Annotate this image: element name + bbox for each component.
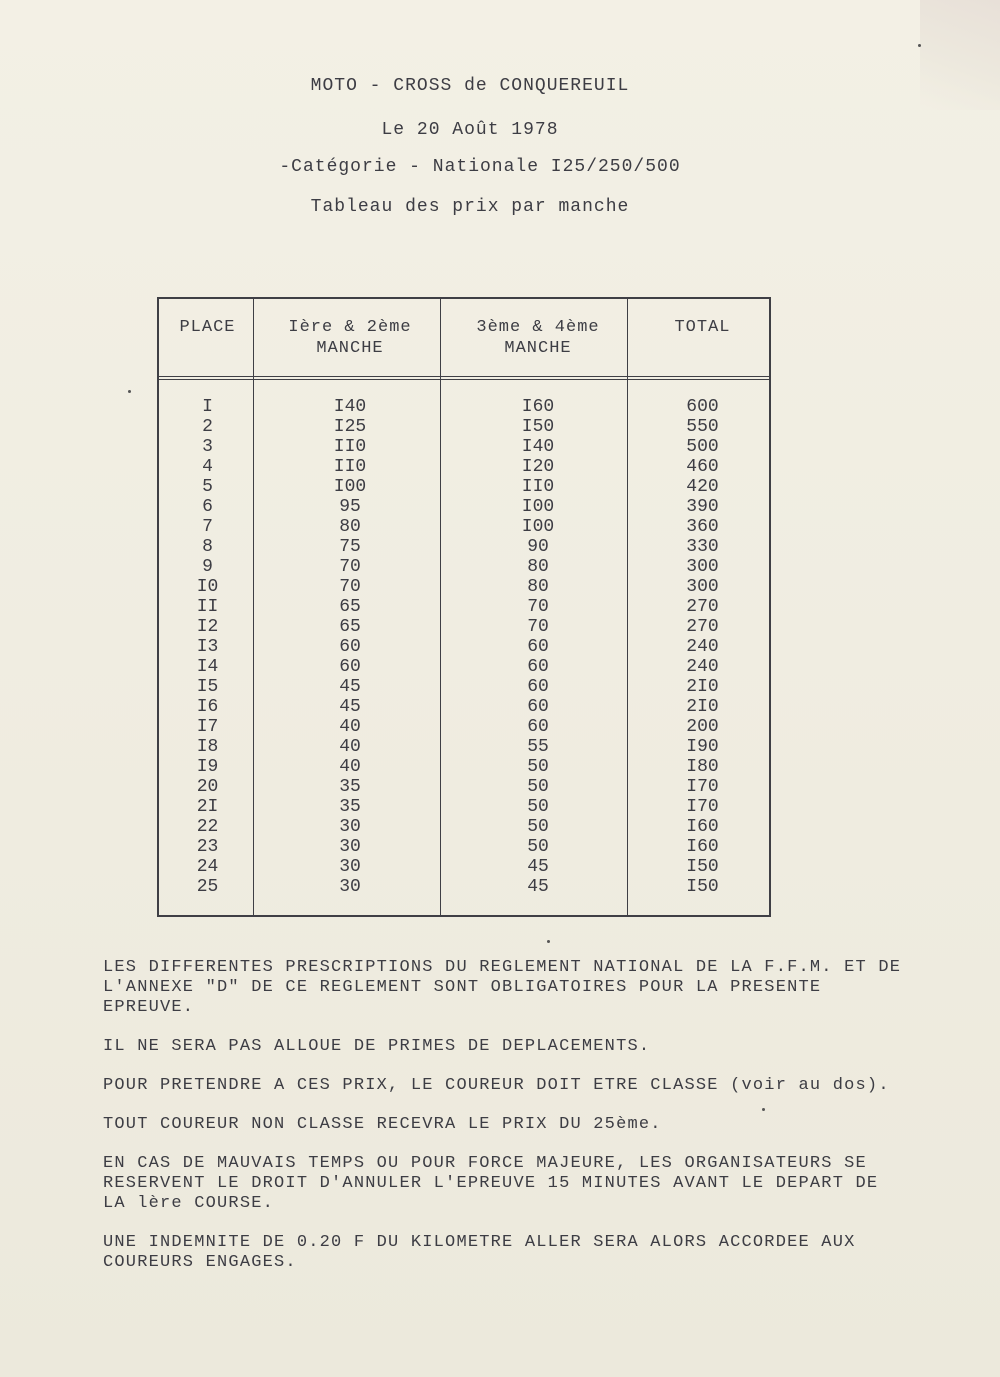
cell-heats-3-4: 45	[527, 877, 549, 897]
cell-total: I70	[686, 797, 719, 817]
cell-place: 2	[202, 417, 213, 437]
cell-total: 2I0	[686, 677, 719, 697]
cell-heats-1-2: I00	[333, 477, 367, 497]
column-header-place: PLACE	[179, 318, 236, 337]
paper-speck	[762, 1108, 765, 1111]
table-row	[159, 877, 769, 897]
cell-heats-3-4: 50	[527, 817, 549, 837]
cell-place: 20	[196, 777, 219, 797]
table-row	[159, 857, 769, 877]
cell-place: I	[202, 397, 213, 417]
cell-place: I3	[196, 637, 219, 657]
cell-total: I50	[686, 857, 719, 877]
event-date: Le 20 Août 1978	[381, 120, 559, 140]
document-title: MOTO - CROSS de CONQUEREUIL	[310, 76, 630, 96]
note-classification: POUR PRETENDRE A CES PRIX, LE COUREUR DOIT ETRE CLASSE (voir au dos).	[103, 1076, 890, 1095]
cell-heats-1-2: 30	[339, 877, 361, 897]
cell-heats-3-4: 60	[527, 677, 549, 697]
table-row	[159, 557, 769, 577]
cell-place: 6	[202, 497, 213, 517]
paper-speck	[547, 940, 550, 943]
table-row	[159, 737, 769, 757]
cell-heats-3-4: I20	[521, 457, 555, 477]
cell-total: I90	[686, 737, 719, 757]
table-row	[159, 837, 769, 857]
cell-total: 300	[686, 577, 719, 597]
paper-speck	[918, 44, 921, 47]
cell-place: II	[196, 597, 219, 617]
note-cancellation: EN CAS DE MAUVAIS TEMPS OU POUR FORCE MAJEURE, LES ORGANISATEURS SE RESERVENT LE DROIT D'ANNULER L'EPREUVE 15 MINUTES AVANT LE DEPART DE LA lère COURSE.	[103, 1154, 879, 1213]
cell-heats-3-4: 60	[527, 637, 549, 657]
cell-heats-3-4: I60	[521, 397, 555, 417]
cell-total: 500	[686, 437, 719, 457]
cell-total: 300	[686, 557, 719, 577]
cell-heats-3-4: 50	[527, 837, 549, 857]
table-row	[159, 577, 769, 597]
cell-heats-3-4: 60	[527, 717, 549, 737]
cell-place: I8	[196, 737, 219, 757]
cell-heats-3-4: 70	[527, 617, 549, 637]
cell-heats-3-4: 90	[527, 537, 549, 557]
cell-heats-3-4: 50	[527, 777, 549, 797]
cell-heats-3-4: 80	[527, 577, 549, 597]
cell-heats-1-2: 45	[339, 697, 361, 717]
cell-heats-3-4: I50	[521, 417, 555, 437]
table-row	[159, 757, 769, 777]
cell-place: 22	[196, 817, 219, 837]
cell-place: I6	[196, 697, 219, 717]
cell-total: 240	[686, 657, 719, 677]
cell-heats-3-4: 80	[527, 557, 549, 577]
table-row	[159, 597, 769, 617]
cell-place: I2	[196, 617, 219, 637]
cell-total: 270	[686, 597, 719, 617]
cell-total: 270	[686, 617, 719, 637]
table-row	[159, 677, 769, 697]
cell-total: 550	[686, 417, 719, 437]
table-row	[159, 657, 769, 677]
cell-heats-1-2: 70	[339, 557, 361, 577]
cell-heats-1-2: II0	[333, 457, 367, 477]
cell-heats-3-4: I00	[521, 517, 555, 537]
column-header-total: TOTAL	[674, 318, 731, 337]
table-row	[159, 477, 769, 497]
cell-heats-3-4: II0	[521, 477, 555, 497]
table-row	[159, 537, 769, 557]
cell-heats-1-2: 60	[339, 637, 361, 657]
cell-heats-3-4: 70	[527, 597, 549, 617]
table-row	[159, 697, 769, 717]
table-row	[159, 417, 769, 437]
cell-total: 2I0	[686, 697, 719, 717]
cell-total: 390	[686, 497, 719, 517]
table-row	[159, 397, 769, 417]
table-header-rule	[159, 376, 769, 377]
cell-heats-3-4: 50	[527, 797, 549, 817]
table-header-rule	[159, 379, 769, 380]
regulations-notes	[103, 958, 903, 1292]
cell-place: 24	[196, 857, 219, 877]
cell-place: 8	[202, 537, 213, 557]
cell-place: I9	[196, 757, 219, 777]
table-row	[159, 517, 769, 537]
cell-heats-1-2: II0	[333, 437, 367, 457]
cell-place: 2I	[196, 797, 219, 817]
cell-heats-1-2: 75	[339, 537, 361, 557]
cell-heats-3-4: 50	[527, 757, 549, 777]
cell-place: I5	[196, 677, 219, 697]
cell-heats-3-4: 55	[527, 737, 549, 757]
cell-heats-1-2: 65	[339, 597, 361, 617]
cell-heats-1-2: 80	[339, 517, 361, 537]
cell-heats-1-2: 40	[339, 757, 361, 777]
cell-place: I0	[196, 577, 219, 597]
cell-place: 5	[202, 477, 213, 497]
cell-total: 420	[686, 477, 719, 497]
table-row	[159, 437, 769, 457]
cell-place: 25	[196, 877, 219, 897]
table-subtitle: Tableau des prix par manche	[310, 197, 630, 217]
cell-total: I60	[686, 837, 719, 857]
cell-total: 330	[686, 537, 719, 557]
table-row	[159, 497, 769, 517]
cell-total: 240	[686, 637, 719, 657]
column-header-heats-1-2: Ière & 2ème MANCHE	[288, 318, 412, 358]
table-row	[159, 457, 769, 477]
table-row	[159, 637, 769, 657]
cell-heats-1-2: 35	[339, 777, 361, 797]
note-unclassified: TOUT COUREUR NON CLASSE RECEVRA LE PRIX DU 25ème.	[103, 1115, 662, 1134]
cell-heats-1-2: I25	[333, 417, 367, 437]
cell-place: 4	[202, 457, 213, 477]
cell-heats-1-2: 40	[339, 717, 361, 737]
cell-total: I60	[686, 817, 719, 837]
cell-total: I70	[686, 777, 719, 797]
cell-heats-1-2: 30	[339, 857, 361, 877]
cell-heats-1-2: 65	[339, 617, 361, 637]
cell-total: I80	[686, 757, 719, 777]
cell-place: 7	[202, 517, 213, 537]
cell-place: 3	[202, 437, 213, 457]
cell-total: 200	[686, 717, 719, 737]
cell-heats-1-2: 60	[339, 657, 361, 677]
cell-heats-1-2: 40	[339, 737, 361, 757]
cell-total: 460	[686, 457, 719, 477]
cell-total: 600	[686, 397, 719, 417]
cell-heats-1-2: 35	[339, 797, 361, 817]
table-row	[159, 617, 769, 637]
note-indemnity: UNE INDEMNITE DE 0.20 F DU KILOMETRE ALLER SERA ALORS ACCORDEE AUX COUREURS ENGAGES.	[103, 1233, 856, 1272]
note-regulation: LES DIFFERENTES PRESCRIPTIONS DU REGLEMENT NATIONAL DE LA F.F.M. ET DE L'ANNEXE "D" DE CE REGLEMENT SONT OBLIGATOIRES POUR LA PRESENTE EPREUVE.	[103, 958, 902, 1017]
paper-speck	[128, 390, 131, 393]
cell-place: 9	[202, 557, 213, 577]
cell-heats-3-4: 60	[527, 697, 549, 717]
cell-total: I50	[686, 877, 719, 897]
cell-place: I4	[196, 657, 219, 677]
cell-place: I7	[196, 717, 219, 737]
table-row	[159, 777, 769, 797]
table-row	[159, 717, 769, 737]
table-body	[159, 397, 769, 897]
cell-total: 360	[686, 517, 719, 537]
note-travel-allowance: IL NE SERA PAS ALLOUE DE PRIMES DE DEPLACEMENTS.	[103, 1037, 651, 1056]
prize-table	[157, 297, 771, 917]
cell-heats-1-2: 30	[339, 837, 361, 857]
cell-heats-3-4: 60	[527, 657, 549, 677]
cell-heats-3-4: I00	[521, 497, 555, 517]
table-row	[159, 817, 769, 837]
cell-heats-3-4: 45	[527, 857, 549, 877]
cell-heats-1-2: 95	[339, 497, 361, 517]
cell-heats-1-2: 45	[339, 677, 361, 697]
event-category: -Catégorie - Nationale I25/250/500	[279, 157, 681, 177]
column-header-heats-3-4: 3ème & 4ème MANCHE	[476, 318, 600, 358]
cell-heats-1-2: I40	[333, 397, 367, 417]
cell-place: 23	[196, 837, 219, 857]
cell-heats-1-2: 30	[339, 817, 361, 837]
table-row	[159, 797, 769, 817]
cell-heats-1-2: 70	[339, 577, 361, 597]
cell-heats-3-4: I40	[521, 437, 555, 457]
